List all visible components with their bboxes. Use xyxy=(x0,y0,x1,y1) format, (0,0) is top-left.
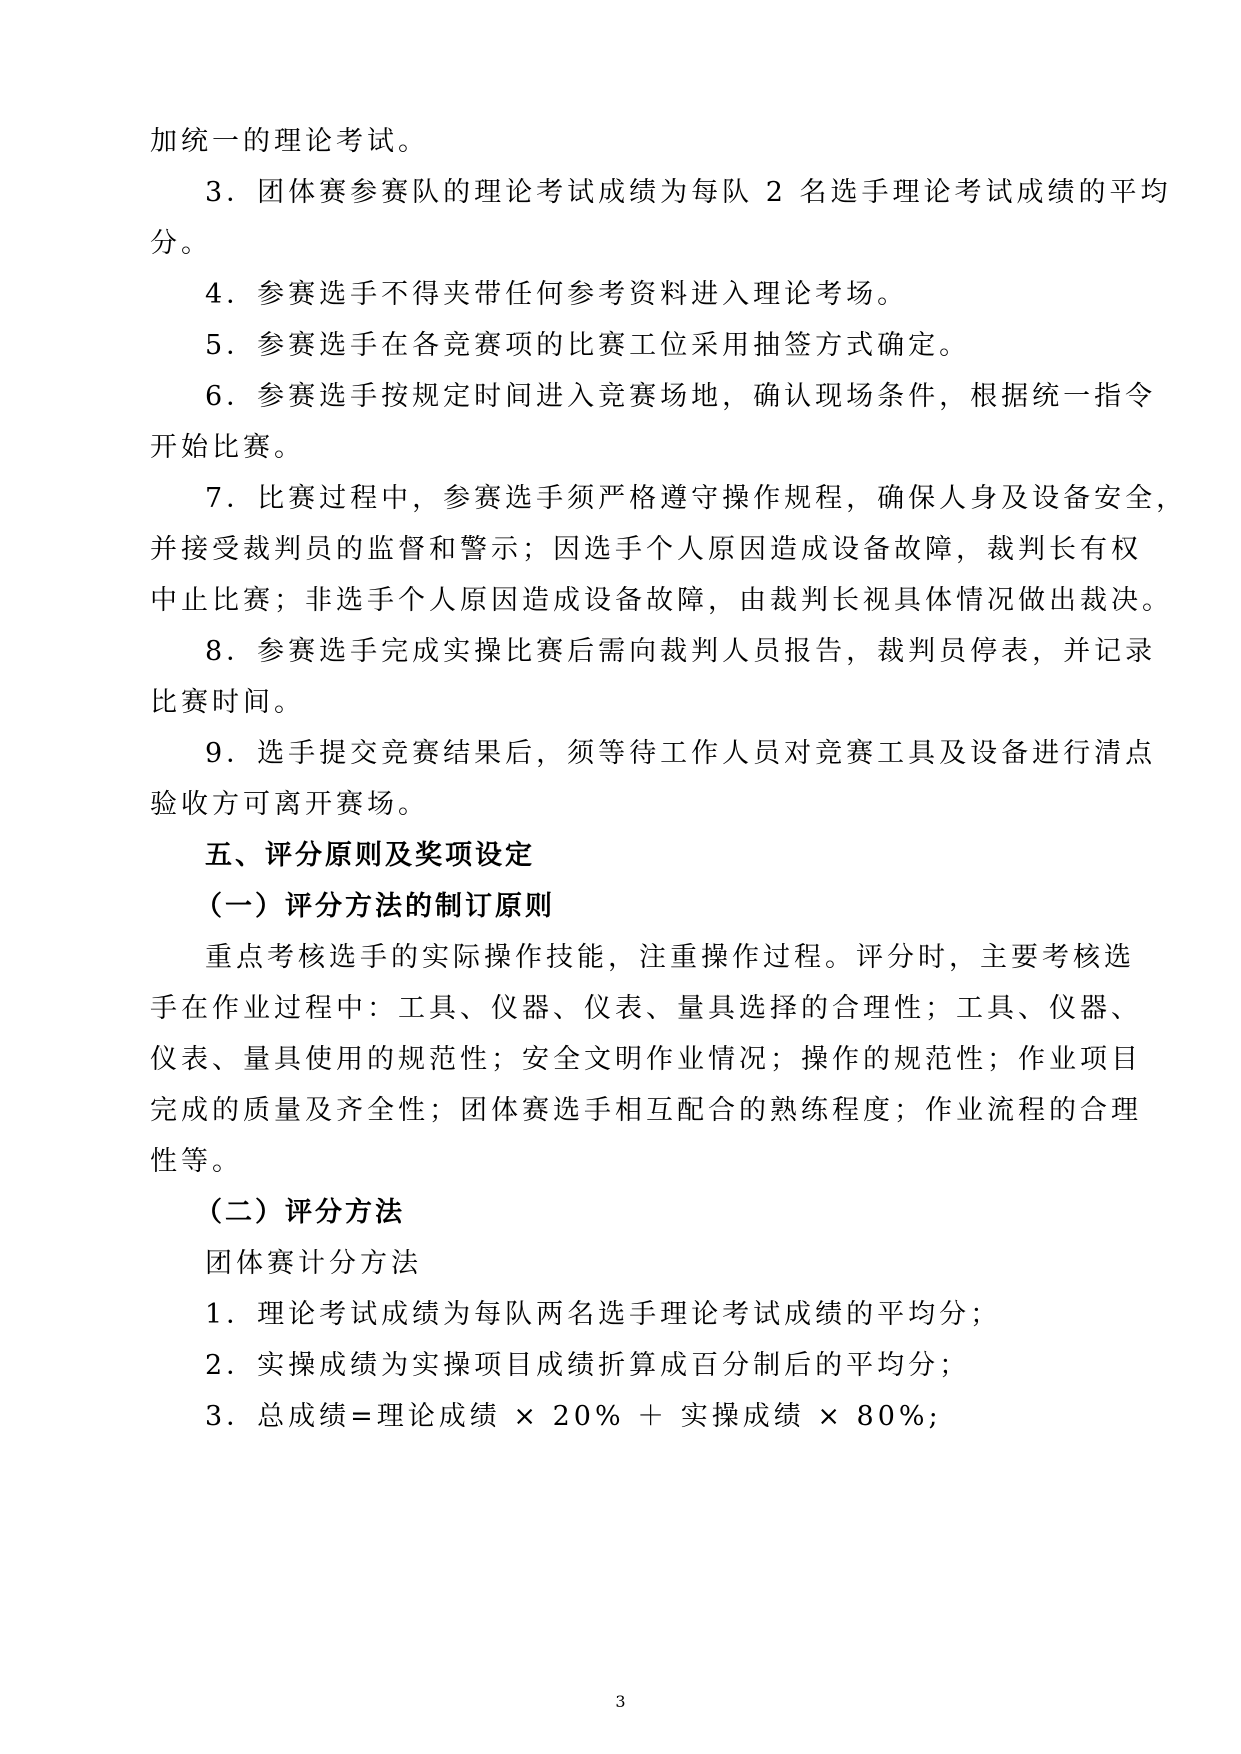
list-item-6: 6．参赛选手按规定时间进入竞赛场地，确认现场条件，根据统一指令 xyxy=(205,381,1157,412)
subsection-heading: （二）评分方法 xyxy=(195,1197,405,1228)
list-item-9: 9．选手提交竞赛结果后，须等待工作人员对竞赛工具及设备进行清点 xyxy=(205,738,1157,769)
page-number: 3 xyxy=(615,1692,626,1711)
list-item-2: 2．实操成绩为实操项目成绩折算成百分制后的平均分； xyxy=(205,1350,971,1381)
paragraph-line: 验收方可离开赛场。 xyxy=(150,789,429,820)
paragraph-line: 并接受裁判员的监督和警示；因选手个人原因造成设备故障，裁判长有权 xyxy=(150,534,1142,565)
paragraph-line: 性等。 xyxy=(150,1146,243,1177)
list-item-1: 1．理论考试成绩为每队两名选手理论考试成绩的平均分； xyxy=(205,1299,1002,1330)
list-item-5: 5．参赛选手在各竞赛项的比赛工位采用抽签方式确定。 xyxy=(205,330,971,361)
paragraph-line: 分。 xyxy=(150,228,212,259)
list-item-3: 3．总成绩=理论成绩 × 20% ＋ 实操成绩 × 80%; xyxy=(205,1401,942,1432)
paragraph-line: 开始比赛。 xyxy=(150,432,305,463)
paragraph-line: 手在作业过程中：工具、仪器、仪表、量具选择的合理性；工具、仪器、 xyxy=(150,993,1142,1024)
list-item-8: 8．参赛选手完成实操比赛后需向裁判人员报告，裁判员停表，并记录 xyxy=(205,636,1157,667)
paragraph-line: 重点考核选手的实际操作技能，注重操作过程。评分时，主要考核选 xyxy=(205,942,1135,973)
paragraph-line: 团体赛计分方法 xyxy=(205,1248,422,1279)
list-item-3: 3．团体赛参赛队的理论考试成绩为每队 2 名选手理论考试成绩的平均 xyxy=(205,177,1172,208)
paragraph-line: 仪表、量具使用的规范性；安全文明作业情况；操作的规范性；作业项目 xyxy=(150,1044,1142,1075)
list-item-4: 4．参赛选手不得夹带任何参考资料进入理论考场。 xyxy=(205,279,909,310)
section-heading: 五、评分原则及奖项设定 xyxy=(205,840,535,871)
paragraph-line: 中止比赛；非选手个人原因造成设备故障，由裁判长视具体情况做出裁决。 xyxy=(150,585,1173,616)
list-item-7: 7．比赛过程中，参赛选手须严格遵守操作规程，确保人身及设备安全， xyxy=(205,483,1188,514)
paragraph-line: 比赛时间。 xyxy=(150,687,305,718)
paragraph-line: 完成的质量及齐全性；团体赛选手相互配合的熟练程度；作业流程的合理 xyxy=(150,1095,1142,1126)
subsection-heading: （一）评分方法的制订原则 xyxy=(195,891,555,922)
paragraph-line: 加统一的理论考试。 xyxy=(150,126,429,157)
